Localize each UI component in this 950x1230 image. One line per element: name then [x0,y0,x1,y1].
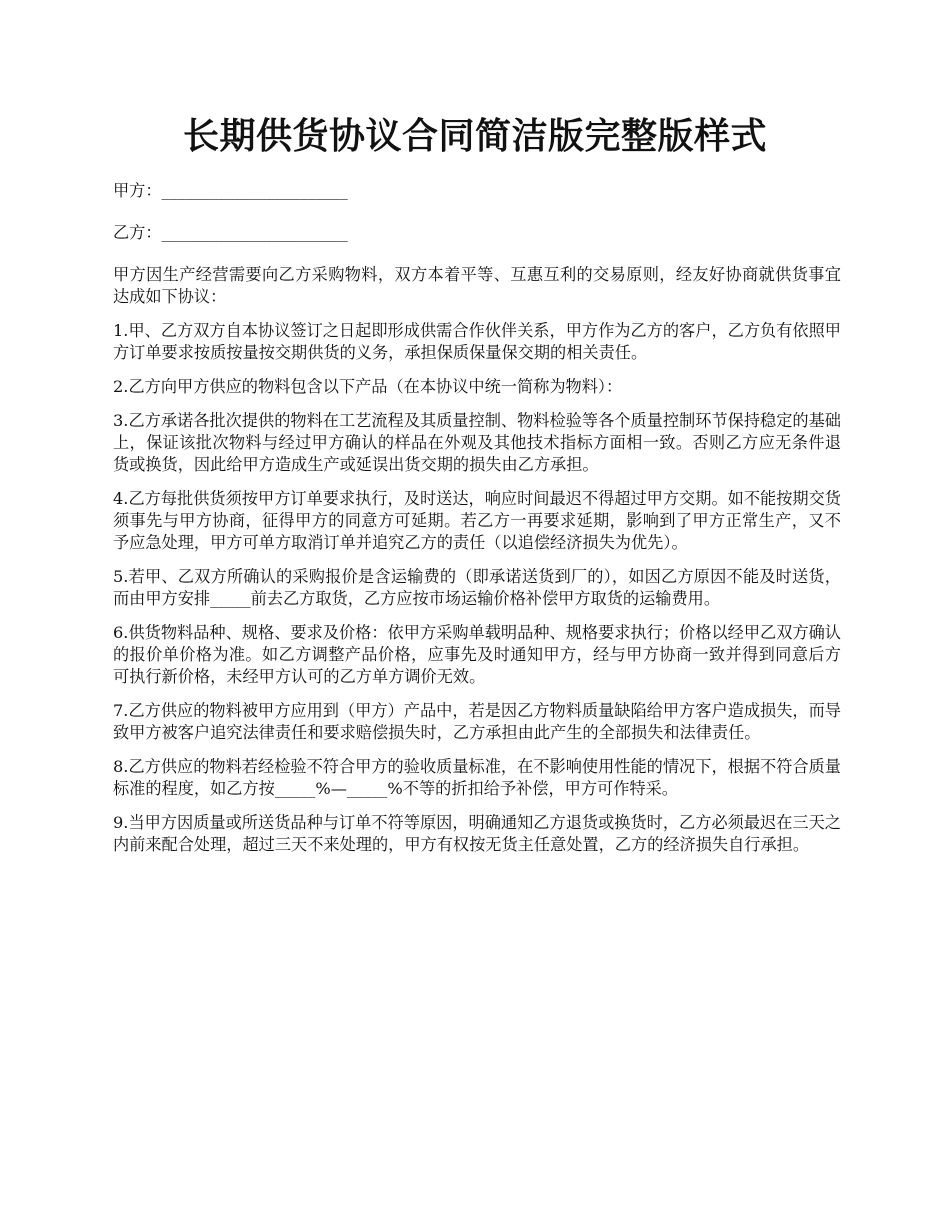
intro-paragraph: 甲方因生产经营需要向乙方采购物料，双方本着平等、互惠互利的交易原则，经友好协商就供货事宜达成如下协议： [113,265,841,306]
party-a-line: 甲方：_______________________ [113,181,348,200]
clause-8: 8.乙方供应的物料若经检验不符合甲方的验收质量标准，在不影响使用性能的情况下，根据不符合质量标准的程度，如乙方按_____%—_____%不等的折扣给予补偿，甲方可作特采。 [113,757,841,798]
document-title: 长期供货协议合同简洁版完整版样式 [182,115,767,157]
clause-2: 2.乙方向甲方供应的物料包含以下产品（在本协议中统一简称为物料）： [113,377,623,396]
clause-7: 7.乙方供应的物料被甲方应用到（甲方）产品中，若是因乙方物料质量缺陷给甲方客户造成损失，而导致甲方被客户追究法律责任和要求赔偿损失时，乙方承担由此产生的全部损失和法律责任。 [113,701,841,742]
party-b-line: 乙方：_______________________ [113,223,348,242]
clause-5: 5.若甲、乙双方所确认的采购报价是含运输费的（即承诺送货到厂的），如因乙方原因不能及时送货，而由甲方安排_____前去乙方取货，乙方应按市场运输价格补偿甲方取货的运输费用。 [113,567,841,608]
clause-6: 6.供货物料品种、规格、要求及价格：依甲方采购单载明品种、规格要求执行；价格以经甲乙双方确认的报价单价格为准。如乙方调整产品价格，应事先及时通知甲方，经与甲方协商一致并得到同意后方可执行新价格，未经甲方认可的乙方单方调价无效。 [113,623,841,686]
document-body [113,180,841,868]
clause-1: 1.甲、乙方双方自本协议签订之日起即形成供需合作伙伴关系，甲方作为乙方的客户，乙方负有依照甲方订单要求按质按量按交期供货的义务，承担保质保量保交期的相关责任。 [113,321,841,362]
clause-9: 9.当甲方因质量或所送货品种与订单不符等原因，明确通知乙方退货或换货时，乙方必须最迟在三天之内前来配合处理，超过三天不来处理的，甲方有权按无货主任意处置，乙方的经济损失自行承担。 [113,813,841,854]
clause-3: 3.乙方承诺各批次提供的物料在工艺流程及其质量控制、物料检验等各个质量控制环节保持稳定的基础上，保证该批次物料与经过甲方确认的样品在外观及其他技术指标方面相一致。否则乙方应无条件退货或换货，因此给甲方造成生产或延误出货交期的损失由乙方承担。 [113,411,841,474]
clause-4: 4.乙方每批供货须按甲方订单要求执行，及时送达，响应时间最迟不得超过甲方交期。如不能按期交货须事先与甲方协商，征得甲方的同意方可延期。若乙方一再要求延期，影响到了甲方正常生产，又不予应急处理，甲方可单方取消订单并追究乙方的责任（以追偿经济损失为优先）。 [113,489,841,552]
